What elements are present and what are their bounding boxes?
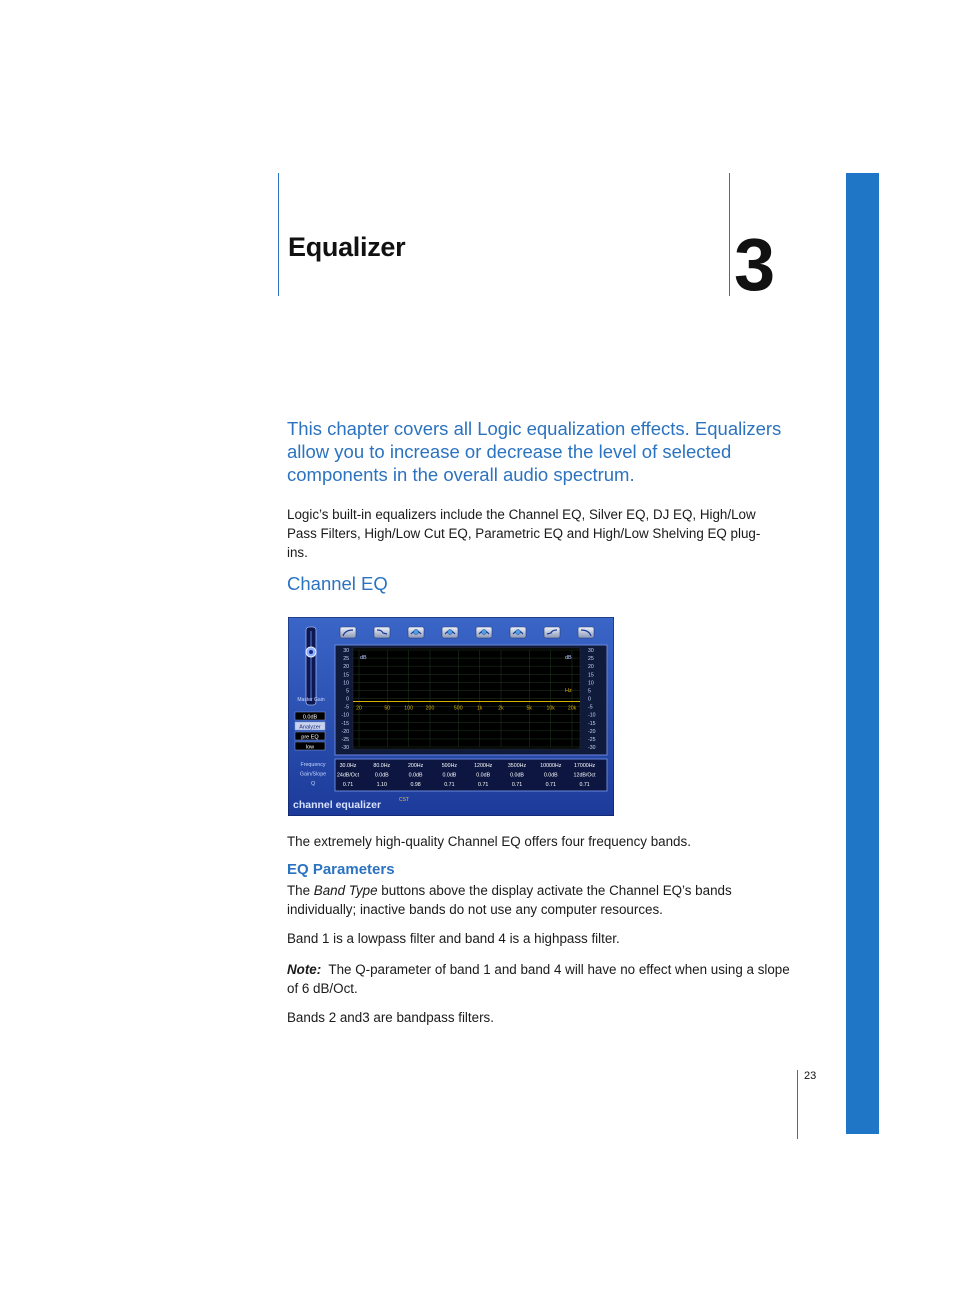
- band-type-button[interactable]: [510, 627, 526, 638]
- db-scale-left-label: 15: [343, 672, 349, 679]
- freq-tick-label: 50: [384, 705, 391, 712]
- band-type-button[interactable]: [340, 627, 356, 638]
- band-q-value[interactable]: 0.71: [545, 782, 556, 788]
- band-type-text-after: buttons above the display activate the Channel EQ’s bands individually; inactive bands do not use any computer resources.: [287, 883, 732, 917]
- db-scale-left-label: 30: [343, 648, 349, 654]
- freq-tick-label: 5k: [526, 705, 532, 712]
- band-gain-value[interactable]: 0.0dB: [374, 772, 389, 779]
- db-scale-right-label: 0: [588, 696, 591, 703]
- db-scale-left-label: 20: [343, 664, 349, 671]
- band-type-button[interactable]: [374, 627, 390, 638]
- band-type-button[interactable]: [578, 627, 594, 638]
- db-scale-left-label: -15: [341, 720, 349, 727]
- db-scale-left-label: 25: [343, 656, 349, 663]
- page-number-rule: [797, 1070, 798, 1139]
- band-q-value[interactable]: 0.98: [410, 782, 421, 788]
- section-heading: Channel EQ: [287, 573, 388, 594]
- freq-tick-label: 10k: [546, 705, 555, 712]
- db-unit-left: dB: [360, 655, 367, 661]
- band-gain-value[interactable]: 0.0dB: [543, 772, 558, 779]
- note-label: Note:: [287, 962, 322, 977]
- band-gain-value[interactable]: 12dB/Oct: [573, 772, 596, 779]
- db-scale-left-label: -5: [344, 704, 349, 711]
- master-gain-value: 0.0dB: [302, 714, 318, 721]
- plugin-brand: channel equalizer: [293, 799, 382, 811]
- db-scale-right-label: 10: [588, 680, 594, 687]
- db-scale-left-label: -10: [341, 712, 349, 719]
- band-type-button[interactable]: [442, 627, 458, 638]
- chapter-number-rule: [729, 173, 730, 296]
- db-scale-left-label: -25: [341, 736, 349, 743]
- band-frequency-value[interactable]: 200Hz: [407, 763, 424, 769]
- db-scale-left-label: -30: [341, 745, 349, 751]
- pre-eq-label: pre EQ: [301, 734, 319, 741]
- chapter-title: Equalizer: [288, 232, 406, 262]
- db-scale-left-label: 0: [346, 696, 349, 703]
- db-scale-right-label: -25: [588, 736, 596, 743]
- band-q-value[interactable]: 1.10: [376, 782, 387, 788]
- band-gain-value[interactable]: 0.0dB: [510, 772, 524, 779]
- freq-tick-label: 20: [356, 705, 362, 712]
- db-scale-left-label: 10: [343, 680, 349, 687]
- freq-tick-label: 20k: [567, 705, 577, 712]
- band-type-button[interactable]: [408, 627, 424, 638]
- param-row-label: Gain/Slope: [299, 771, 327, 778]
- db-scale-left-label: -20: [341, 728, 349, 735]
- db-scale-right-label: -30: [588, 745, 596, 751]
- band-type-button[interactable]: [476, 627, 492, 638]
- chapter-number: 3: [734, 223, 776, 306]
- master-gain-label: Master Gain: [297, 697, 325, 703]
- note-text: The Q-parameter of band 1 and band 4 will have no effect when using a slope of 6 dB/Oct.: [287, 962, 790, 996]
- param-row-label: Frequency: [300, 762, 326, 768]
- page-number: 23: [804, 1070, 817, 1082]
- band-gain-value[interactable]: 24dB/Oct: [336, 772, 360, 779]
- band-frequency-value[interactable]: 17000Hz: [573, 763, 596, 769]
- band-type-button[interactable]: [544, 627, 560, 638]
- db-scale-right-label: -20: [588, 728, 596, 735]
- note-paragraph: [287, 960, 799, 998]
- master-gain-handle[interactable]: [306, 647, 316, 657]
- analyzer-label: Analyzer: [299, 724, 321, 731]
- band-filter-paragraph: Band 1 is a lowpass filter and band 4 is a highpass filter.: [287, 931, 620, 946]
- bandpass-paragraph: Bands 2 and3 are bandpass filters.: [287, 1010, 494, 1025]
- band-gain-value[interactable]: 0.0dB: [476, 772, 491, 779]
- band-type-paragraph: [287, 881, 799, 919]
- chapter-intro: This chapter covers all Logic equalization effects. Equalizers allow you to increase or decrease the level of selected components in the overall audio spectrum.: [287, 418, 782, 485]
- plugin-caption: The extremely high-quality Channel EQ offers four frequency bands.: [287, 834, 691, 849]
- band-q-value[interactable]: 0.71: [342, 782, 354, 788]
- db-scale-right-label: -5: [588, 704, 593, 711]
- band-frequency-value[interactable]: 1200Hz: [474, 763, 493, 769]
- eq-parameters-heading: EQ Parameters: [287, 861, 395, 878]
- resolution-label: low: [305, 744, 315, 751]
- freq-tick-label: 200: [425, 705, 435, 712]
- db-scale-right-label: 30: [588, 648, 594, 654]
- db-scale-right-label: -10: [588, 712, 596, 719]
- band-type-text-before: The: [287, 883, 314, 898]
- freq-tick-label: 1k: [476, 705, 483, 712]
- db-scale-right-label: 15: [588, 672, 594, 679]
- channel-eq-plugin: [288, 617, 614, 816]
- band-frequency-value[interactable]: 80.0Hz: [373, 763, 391, 769]
- param-row-label: Q: [310, 781, 316, 787]
- db-scale-right-label: -15: [588, 720, 596, 727]
- chapter-title-rule: [278, 173, 279, 296]
- band-q-value[interactable]: 0.71: [579, 782, 590, 788]
- band-q-value[interactable]: 0.71: [511, 782, 523, 788]
- band-type-term: Band Type: [313, 883, 378, 898]
- db-scale-left-label: 5: [346, 688, 349, 695]
- plugin-brand-suffix: CST: [399, 797, 409, 803]
- db-scale-right-label: 5: [588, 688, 591, 695]
- band-q-value[interactable]: 0.71: [478, 782, 489, 788]
- freq-tick-label: 500: [453, 705, 463, 712]
- band-frequency-value[interactable]: 3500Hz: [507, 763, 527, 769]
- db-scale-right-label: 25: [588, 656, 594, 663]
- band-frequency-value[interactable]: 500Hz: [441, 763, 458, 769]
- intro-paragraph: Logic’s built-in equalizers include the Channel EQ, Silver EQ, DJ EQ, High/Low Pass Filters, High/Low Cut EQ, Parametric EQ and High/Low Shelving EQ plug-ins.: [287, 507, 761, 560]
- freq-tick-label: 100: [404, 705, 413, 712]
- db-unit-right: dB: [565, 655, 572, 661]
- band-gain-value[interactable]: 0.0dB: [408, 772, 423, 779]
- channel-eq-window: [288, 617, 614, 816]
- hz-unit: Hz: [565, 688, 572, 694]
- band-gain-value[interactable]: 0.0dB: [442, 772, 457, 779]
- freq-tick-label: 2k: [498, 705, 504, 712]
- chapter-side-tab: [846, 173, 879, 1134]
- band-frequency-value[interactable]: 30.0Hz: [339, 763, 357, 769]
- band-q-value[interactable]: 0.71: [444, 782, 455, 788]
- band-frequency-value[interactable]: 10000Hz: [540, 763, 562, 769]
- db-scale-right-label: 20: [588, 664, 594, 671]
